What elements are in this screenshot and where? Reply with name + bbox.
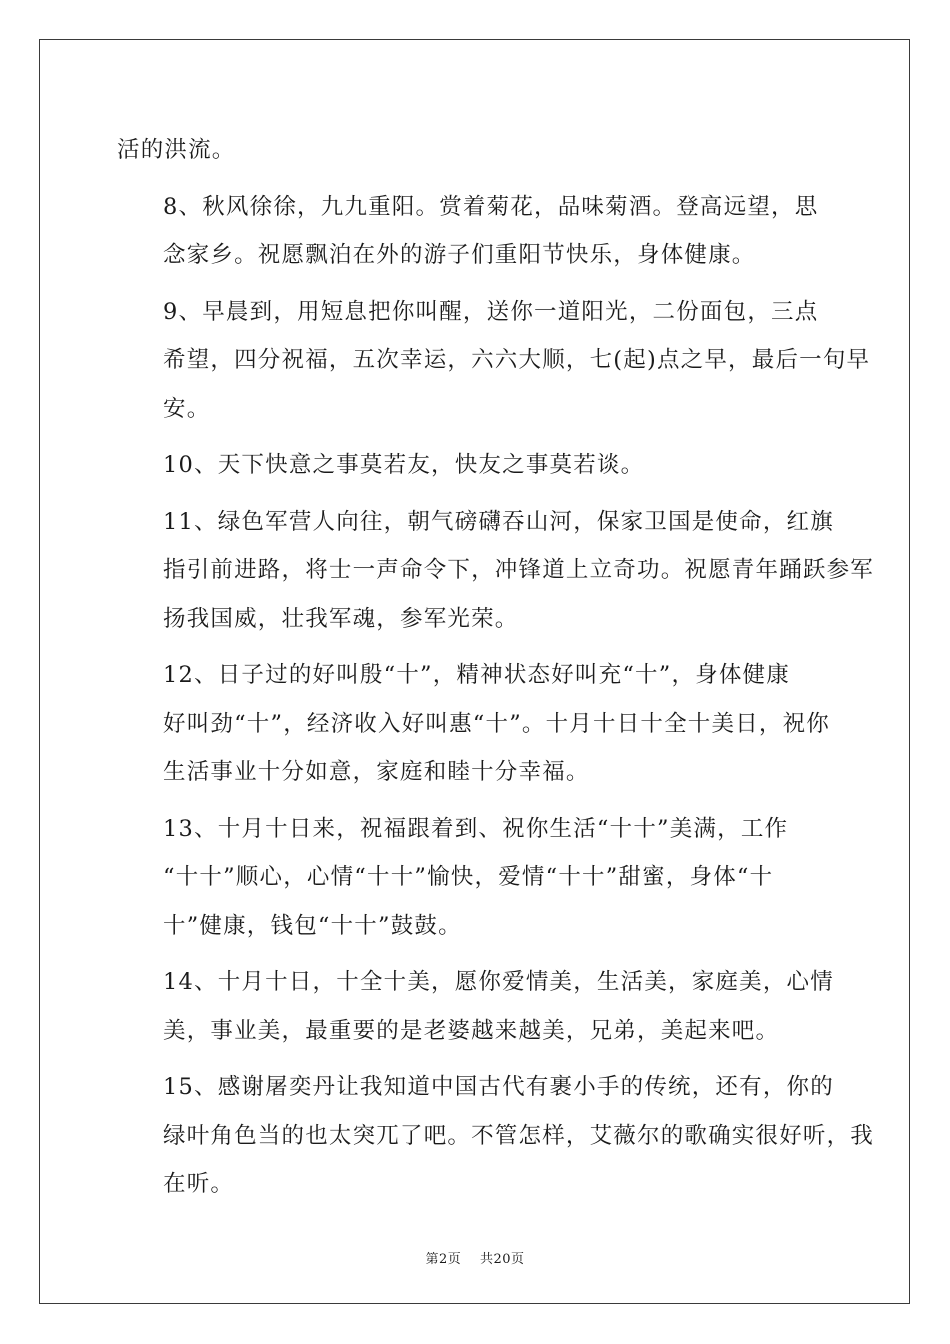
text-line: “十十”顺心，心情“十十”愉快，爱情“十十”甜蜜，身体“十 (163, 864, 774, 890)
text-line: 12、日子过的好叫殷“十”，精神状态好叫充“十”，身体健康 (163, 662, 790, 688)
text-line: 14、十月十日，十全十美，愿你爱情美，生活美，家庭美，心情 (163, 969, 834, 995)
text-line: 十”健康，钱包“十十”鼓鼓。 (163, 912, 462, 939)
paragraph-item-12 (117, 651, 833, 797)
text-line: 生活事业十分如意，家庭和睦十分幸福。 (163, 759, 590, 785)
page-number: 第2页 (425, 1252, 462, 1267)
text-line: 11、绿色军营人向往，朝气磅礴吞山河，保家卫国是使命，红旗 (163, 508, 834, 535)
paragraph-item-14 (117, 958, 833, 1055)
paragraph-item-15 (117, 1063, 875, 1209)
text-line: 希望，四分祝福，五次幸运，六六大顺，七(起)点之早，最后一句早 (163, 347, 871, 373)
text-line: 指引前进路，将士一声命令下，冲锋道上立奇功。祝愿青年踊跃参军 (163, 557, 875, 583)
text-line: 15、感谢屠奕丹让我知道中国古代有裹小手的传统，还有，你的 (163, 1074, 834, 1100)
paragraph-item-8 (117, 183, 833, 280)
page-total: 共20页 (479, 1252, 525, 1267)
text-line: 扬我国威，壮我军魂，参军光荣。 (163, 605, 519, 632)
text-line: 美，事业美，最重要的是老婆越来越美，兄弟，美起来吧。 (163, 1017, 780, 1044)
text-line: 在听。 (163, 1171, 235, 1197)
text-line: 13、十月十日来，祝福跟着到、祝你生活“十十”美满，工作 (163, 815, 789, 842)
text-line: 9、早晨到，用短息把你叫醒，送你一道阳光，二份面包，三点 (163, 298, 819, 325)
text-line: 8、秋风徐徐，九九重阳。赏着菊花，品味菊酒。登高远望，思 (163, 193, 819, 220)
text-line: 活的洪流。 (117, 137, 236, 163)
page-footer (0, 1248, 950, 1267)
paragraph-item-11 (117, 498, 875, 644)
paragraph-item-9 (117, 288, 871, 434)
paragraph-item-10 (117, 441, 833, 490)
paragraph-item-13 (117, 805, 833, 951)
text-line: 绿叶角色当的也太突兀了吧。不管怎样，艾薇尔的歌确实很好听，我 (163, 1122, 875, 1149)
text-line: 10、天下快意之事莫若友，快友之事莫若谈。 (163, 452, 645, 478)
text-line: 安。 (163, 395, 211, 422)
text-line: 念家乡。祝愿飘泊在外的游子们重阳节快乐，身体健康。 (163, 242, 756, 268)
text-line: 好叫劲“十”，经济收入好叫惠“十”。十月十日十全十美日，祝你 (163, 710, 831, 737)
document-body (117, 126, 875, 1217)
paragraph-continuation (117, 126, 833, 175)
